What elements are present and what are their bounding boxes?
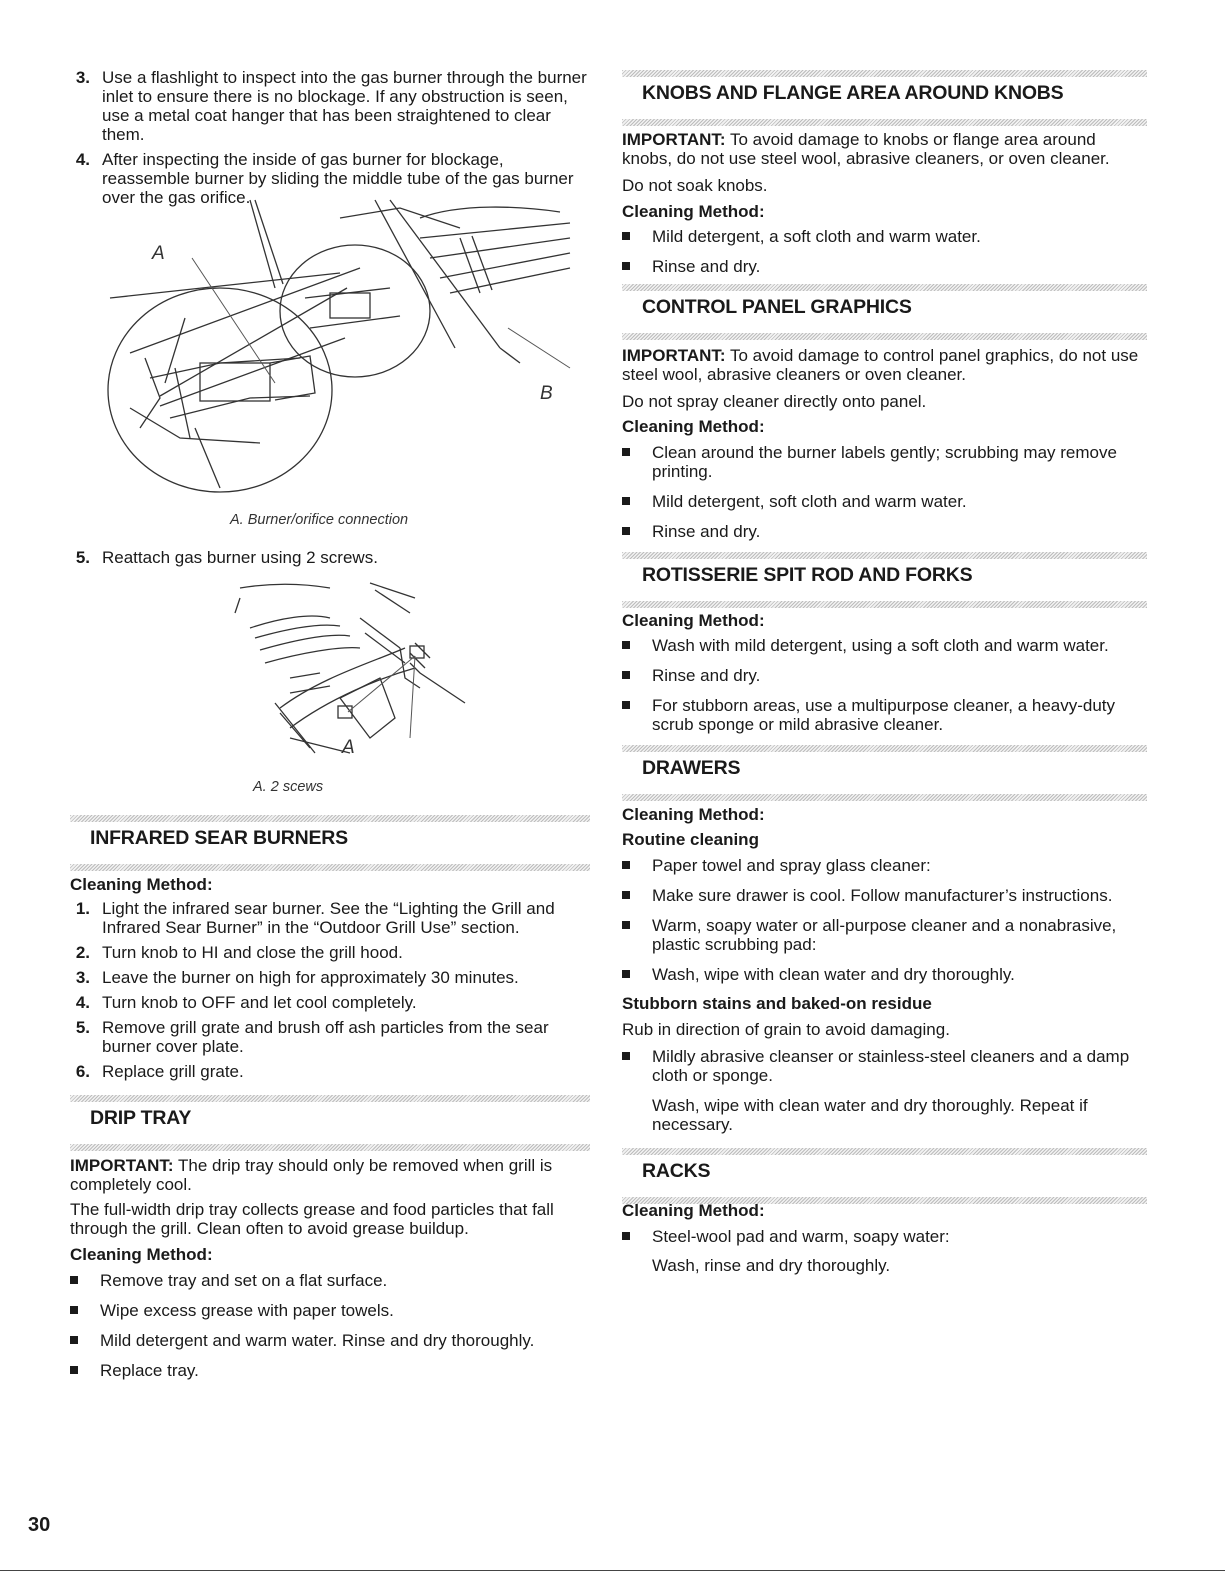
- divider: [622, 70, 1147, 77]
- section-header-knobs: [622, 70, 1147, 126]
- bullet-icon: [622, 1232, 630, 1240]
- paragraph: Rub in direction of grain to avoid damaging.: [622, 1020, 950, 1039]
- divider: [622, 333, 1147, 340]
- list-item: Paper towel and spray glass cleaner:: [622, 856, 1147, 875]
- control-panel-bullets: [622, 443, 1147, 552]
- bullet-icon: [70, 1276, 78, 1284]
- drawers-routine-bullets: [622, 856, 1147, 995]
- figure-caption: A. 2 scews: [253, 779, 324, 795]
- list-item: 3. Leave the burner on high for approximately 30 minutes.: [75, 968, 519, 987]
- section-title: CONTROL PANEL GRAPHICS: [642, 296, 912, 318]
- divider: [622, 794, 1147, 801]
- section-header-control-panel: [622, 284, 1147, 340]
- routine-cleaning-label: Routine cleaning: [622, 830, 759, 849]
- figure-label-a: A: [152, 243, 165, 264]
- paragraph: Wash, wipe with clean water and dry thoroughly. Repeat if necessary.: [652, 1096, 1088, 1134]
- divider: [622, 119, 1147, 126]
- bullet-icon: [622, 448, 630, 456]
- bullet-icon: [622, 497, 630, 505]
- divider: [0, 1570, 1225, 1571]
- divider: [622, 601, 1147, 608]
- bullet-icon: [622, 671, 630, 679]
- list-item: Clean around the burner labels gently; scrubbing may remove printing.: [622, 443, 1147, 481]
- list-item: Wash with mild detergent, using a soft cloth and warm water.: [622, 636, 1147, 655]
- bullet-icon: [622, 861, 630, 869]
- section-header-rotisserie: [622, 552, 1147, 608]
- cleaning-method-label: Cleaning Method:: [622, 1201, 765, 1220]
- list-item: For stubborn areas, use a multipurpose cleaner, a heavy-duty scrub sponge or mild abrasive cleaner.: [622, 696, 1147, 734]
- list-item: Rinse and dry.: [622, 257, 1147, 276]
- bullet-icon: [622, 970, 630, 978]
- section-title: RACKS: [642, 1160, 711, 1182]
- section-header-infrared: [70, 815, 590, 871]
- bullet-icon: [622, 1052, 630, 1060]
- cleaning-method-label: Cleaning Method:: [622, 805, 765, 824]
- divider: [70, 815, 590, 822]
- list-item: Mild detergent, a soft cloth and warm water.: [622, 227, 1147, 246]
- figure-caption: A. Burner/orifice connection: [230, 512, 409, 528]
- list-item: Rinse and dry.: [622, 522, 1147, 541]
- divider: [622, 552, 1147, 559]
- page-number: 30: [28, 1514, 51, 1536]
- list-item: Warm, soapy water or all-purpose cleaner and a nonabrasive, plastic scrubbing pad:: [622, 916, 1147, 954]
- section-title: KNOBS AND FLANGE AREA AROUND KNOBS: [642, 82, 1064, 104]
- burner-orifice-illustration: [100, 198, 600, 498]
- bullet-icon: [70, 1336, 78, 1344]
- paragraph: The full-width drip tray collects grease and food particles that fall through the grill. Clean often to avoid grease buildup.: [70, 1200, 554, 1238]
- list-item: Mildly abrasive cleanser or stainless-steel cleaners and a damp cloth or sponge.: [622, 1047, 1147, 1085]
- list-item: 4. Turn knob to OFF and let cool completely.: [75, 993, 417, 1012]
- list-item: Steel-wool pad and warm, soapy water:: [622, 1227, 1147, 1246]
- section-title: DRAWERS: [642, 757, 741, 779]
- paragraph: Wash, rinse and dry thoroughly.: [652, 1256, 891, 1275]
- important-note: IMPORTANT: To avoid damage to control panel graphics, do not use steel wool, abrasive cleaners or oven cleaner.: [622, 346, 1139, 384]
- drawers-stubborn-bullets: [622, 1047, 1147, 1096]
- bullet-icon: [70, 1366, 78, 1374]
- list-item: Rinse and dry.: [622, 666, 1147, 685]
- infrared-steps: [70, 899, 590, 1087]
- racks-bullets: [622, 1227, 1147, 1257]
- section-title: INFRARED SEAR BURNERS: [90, 827, 348, 849]
- figure-label-b: B: [540, 383, 553, 404]
- divider: [622, 1148, 1147, 1155]
- list-item: 2. Turn knob to HI and close the grill hood.: [75, 943, 403, 962]
- divider: [70, 1095, 590, 1102]
- divider: [70, 864, 590, 871]
- list-item: Remove tray and set on a flat surface.: [70, 1271, 590, 1290]
- bullet-icon: [622, 701, 630, 709]
- list-item: Wash, wipe with clean water and dry thoroughly.: [622, 965, 1147, 984]
- screws-illustration: [220, 578, 490, 768]
- drip-tray-bullets: [70, 1271, 590, 1391]
- list-item: 6. Replace grill grate.: [75, 1062, 244, 1081]
- list-item: Mild detergent and warm water. Rinse and dry thoroughly.: [70, 1331, 590, 1350]
- list-item: Make sure drawer is cool. Follow manufacturer’s instructions.: [622, 886, 1147, 905]
- bullet-icon: [622, 232, 630, 240]
- section-header-drip-tray: [70, 1095, 590, 1151]
- cleaning-method-label: Cleaning Method:: [622, 611, 765, 630]
- list-item: Mild detergent, soft cloth and warm water.: [622, 492, 1147, 511]
- divider: [622, 745, 1147, 752]
- bullet-icon: [622, 641, 630, 649]
- cleaning-method-label: Cleaning Method:: [70, 1245, 213, 1264]
- list-item: Wipe excess grease with paper towels.: [70, 1301, 590, 1320]
- rotisserie-bullets: [622, 636, 1147, 745]
- knobs-bullets: [622, 227, 1147, 287]
- list-item: 5. Reattach gas burner using 2 screws.: [75, 548, 378, 567]
- bullet-icon: [622, 262, 630, 270]
- section-title: ROTISSERIE SPIT ROD AND FORKS: [642, 564, 973, 586]
- paragraph: Do not spray cleaner directly onto panel.: [622, 392, 927, 411]
- section-title: DRIP TRAY: [90, 1107, 192, 1129]
- burner-step-5: [70, 548, 590, 573]
- important-note: IMPORTANT: To avoid damage to knobs or flange area around knobs, do not use steel wool, abrasive cleaners, or oven cleaner.: [622, 130, 1110, 168]
- list-item: Replace tray.: [70, 1361, 590, 1380]
- list-item: 4. After inspecting the inside of gas burner for blockage, reassemble burner by sliding the middle tube of the gas burner over the gas orifice.: [75, 150, 574, 207]
- divider: [70, 1144, 590, 1151]
- bullet-icon: [622, 527, 630, 535]
- paragraph: Do not soak knobs.: [622, 176, 768, 195]
- section-header-drawers: [622, 745, 1147, 801]
- figure-label-a: A: [342, 737, 355, 758]
- stubborn-stains-label: Stubborn stains and baked-on residue: [622, 994, 932, 1013]
- important-note: IMPORTANT: The drip tray should only be removed when grill is completely cool.: [70, 1156, 553, 1194]
- section-header-racks: [622, 1148, 1147, 1204]
- cleaning-method-label: Cleaning Method:: [622, 202, 765, 221]
- list-item: 5. Remove grill grate and brush off ash particles from the sear burner cover plate.: [75, 1018, 549, 1056]
- bullet-icon: [70, 1306, 78, 1314]
- divider: [622, 284, 1147, 291]
- list-item: 3. Use a flashlight to inspect into the gas burner through the burner inlet to ensure there is no blockage. If any obstruction is seen, use a metal coat hanger that has been straightened to clear them.: [75, 68, 587, 144]
- list-item: 1. Light the infrared sear burner. See the “Lighting the Grill and Infrared Sear Burner” in the “Outdoor Grill Use” section.: [75, 899, 555, 937]
- bullet-icon: [622, 891, 630, 899]
- burner-steps-top: [70, 68, 590, 213]
- cleaning-method-label: Cleaning Method:: [622, 417, 765, 436]
- cleaning-method-label: Cleaning Method:: [70, 875, 213, 894]
- bullet-icon: [622, 921, 630, 929]
